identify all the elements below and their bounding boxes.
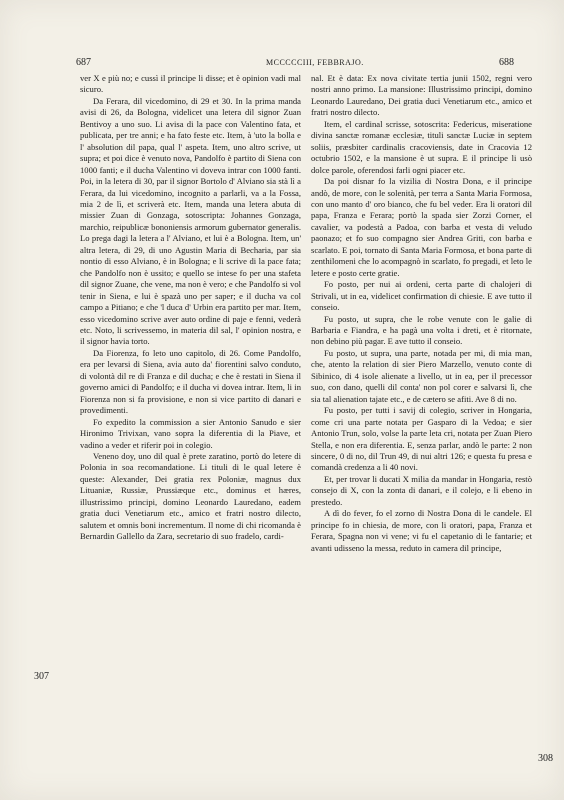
paragraph: Fu posto, per tutti i savij di colegio, scriver in Hongaria, come cri una parte notata per Gasparo di la Vedoa; e sier Antonio Trun, solo, volse la parte leta cri, notata per Zuan Piero Stella, e non era diferentia. E, senza parlar, andò le parte: 2 non sincere, 0 di no, dil Trun 49, di nui altri 126; e questa fu presa e comandà credenza a li 40 novi. [311, 405, 532, 473]
paragraph: ver X e più no; e cussì il principe li disse; et è opinion vadi mal sicuro. [80, 73, 301, 95]
paragraph: Et, per trovar li ducati X milia da mandar in Hongaria, restò consejo di X, con la zonta di danari, e il colejo, e li ebeno in prestedo. [311, 473, 532, 507]
paragraph: Da poi disnar fo la vizilia di Nostra Dona, e il principe andò, de more, con le solenità, per terra a Santa Maria Formosa, con uno manto d' oro bianco, che fu bel veder. Era li oratori dil papa, Franza e Ferara; portò la spada sier Zorzi Corner, el cavalier, va podestà a Padoa, con barba et vesta di veludo paonazo; et fo suo compagno sier Andrea Griti, con barba e scarlato. E poi, tornato di Santa Maria Formosa, et bona parte di zenthilomeni che lo acompagnò in scarlato, fo pregadi, et leto le letere e posto certe gratie. [311, 176, 532, 278]
paragraph: Fu posto, ut supra, che le robe venute con le galie di Barbaria e Fiandra, e ha pagà una volta i dreti, et è ritornate, non debino più pagar. E ave tutto il conseio. [311, 313, 532, 347]
paragraph: Da Fiorenza, fo leto uno capitolo, di 26. Come Pandolfo, era per levarsi di Siena, avia auto da' fiorentini salvo conduto, di volontà dil re di Franza e dil ducha; e che è restati in Siena il governo amici di Pandolfo; e il ducha vi dovea intrar. Item, li in Fiorenza non si fa provisione, e non si vice partito di danari e provedimenti. [80, 347, 301, 416]
paragraph: Fo expedito la commission a sier Antonio Sanudo e sier Hironimo Trivixan, vano sopra la diferentia di la Piave, et vadino a veder et riferir poi in colegio. [80, 416, 301, 450]
margin-number-left: 307 [34, 671, 49, 682]
paragraph: nal. Et è data: Ex nova civitate tertia junii 1502, regni vero nostri anno primo. La mansione: Illustrissimo principi, domino Leonardo Lauredano, Dei gratia duci Venetiarum etc., amico et fratri nostro dilecto. [311, 73, 532, 118]
running-head [66, 57, 514, 71]
paragraph: Fu posto, ut supra, una parte, notada per mi, di mia man, che, atento la relation di sier Piero Marzello, venuto conte di Sibinico, di 4 isole alienate a livello, ut in ea, per il precessor suo, con dano, quelli dil conta' non pol corer e salvarsi lì, che sia tal alienation tajate etc., e de cætero se afiti. Ave 8 di no. [311, 347, 532, 404]
page-number-left: 687 [76, 57, 91, 68]
page-number-right: 688 [499, 57, 514, 68]
running-title: MCCCCCIII, FEBBRAJO. [266, 58, 364, 67]
paragraph: Item, el cardinal scrisse, sotoscrita: Federicus, miseratione divina sanctæ romanæ ecclesiæ, tituli sanctæ Luciæ in septem soliis, præsbiter cardinalis cracoviensis, date in Cracovia 12 octubrio 1502, e la mansione è ut supra. E il principe li usò dolce parole, oferendosi farli ogni piacer etc. [311, 118, 532, 175]
paragraph: A dì do fever, fo el zorno di Nostra Dona di le candele. El principe fo in chiesia, de more, con li oratori, papa, Franza et Ferara, Spagna non vi vene; vi fu el capetanio di le fantarie; et avanti udisseno la messa, reduto in camera dil principe, [311, 508, 532, 553]
margin-number-right: 308 [538, 753, 553, 764]
left-column [80, 73, 301, 543]
paragraph: Da Ferara, dil vicedomino, di 29 et 30. In la prima manda avisi di 26, da Bologna, videlicet una letera dil signor Zuan Bentivoy a uno suo. Li avisa di la pace con Valentino fata, et publicata, per tre anni; e ha fato feste etc. Item, à 'uto la bolla e l' absolution dil papa, qual l' aspeta. Item, uno altro scrive, ut supra; et poi dice è venuto nova, Pandolfo è partito di Siena con 1000 fanti; e il ducha Valentino vi doveva intrar con 1000 fanti. Poi, in la letera di 30, par il signor Bortolo d' Alviano sia stà lì a Ferara, da lui vicedomino, incognito a parlarli, va a la Fossa, mia 2 de lì, et scriverà etc. Item, manda una letera abuta di missier Zuan di Gonzaga, sotoscripta: Johannes Gonzaga, marchio, reipublicæ bononiensis armorum gubernator generalis. Lo prega dagi la letera a l' Alviano, et lui è a Bologna. Item, un' altra letera, di 29, di uno Agustin Maria di Becharia, par sia nontio di esso Alviano, è in Bologna; e li scrive di la pace fata; che Pandolfo non è ussito; e quello se intese fo per una stafeta dil signor Zuane, che vene, ma non è vero; e che Pandolfo si vol tenir in Siena, e lui è spazà uno per saper; e il ducha va col campo a Pitiano; e che 'l duca d' Urbin era partito per mar. Item, esso vicedomino scrive aver auto ordine di paje e fenni, vederà etc. Noto, li scrivessemo, in materia dil sal, l' opinion nostra, e il signor havia torto. [80, 95, 301, 347]
paragraph: Veneno doy, uno dil qual è prete zaratino, portò do letere di Polonia in soa recomandatione. Li tituli di le qual letere è queste: Alexander, Dei gratia rex Poloniæ, magnus dux Lituaniæ, Russiæ, Prussiæque etc., dominus et hæres, illustrissimo principi, domino Leonardo Lauredano, eadem gratia duci Venetiarum etc., amico et fratri nostro dilecto, salutem et omnis boni incrementum. Il nome di chi ricomanda è Bernardin Gallello da Zara, secretario di suo fradelo, cardi- [80, 450, 301, 542]
right-column [311, 73, 532, 554]
paragraph: Fo posto, per nui ai ordeni, certa parte di chalojeri di Strivali, ut in ea, videlicet confirmation di chiesie. E ave tutto il conseio. [311, 279, 532, 313]
